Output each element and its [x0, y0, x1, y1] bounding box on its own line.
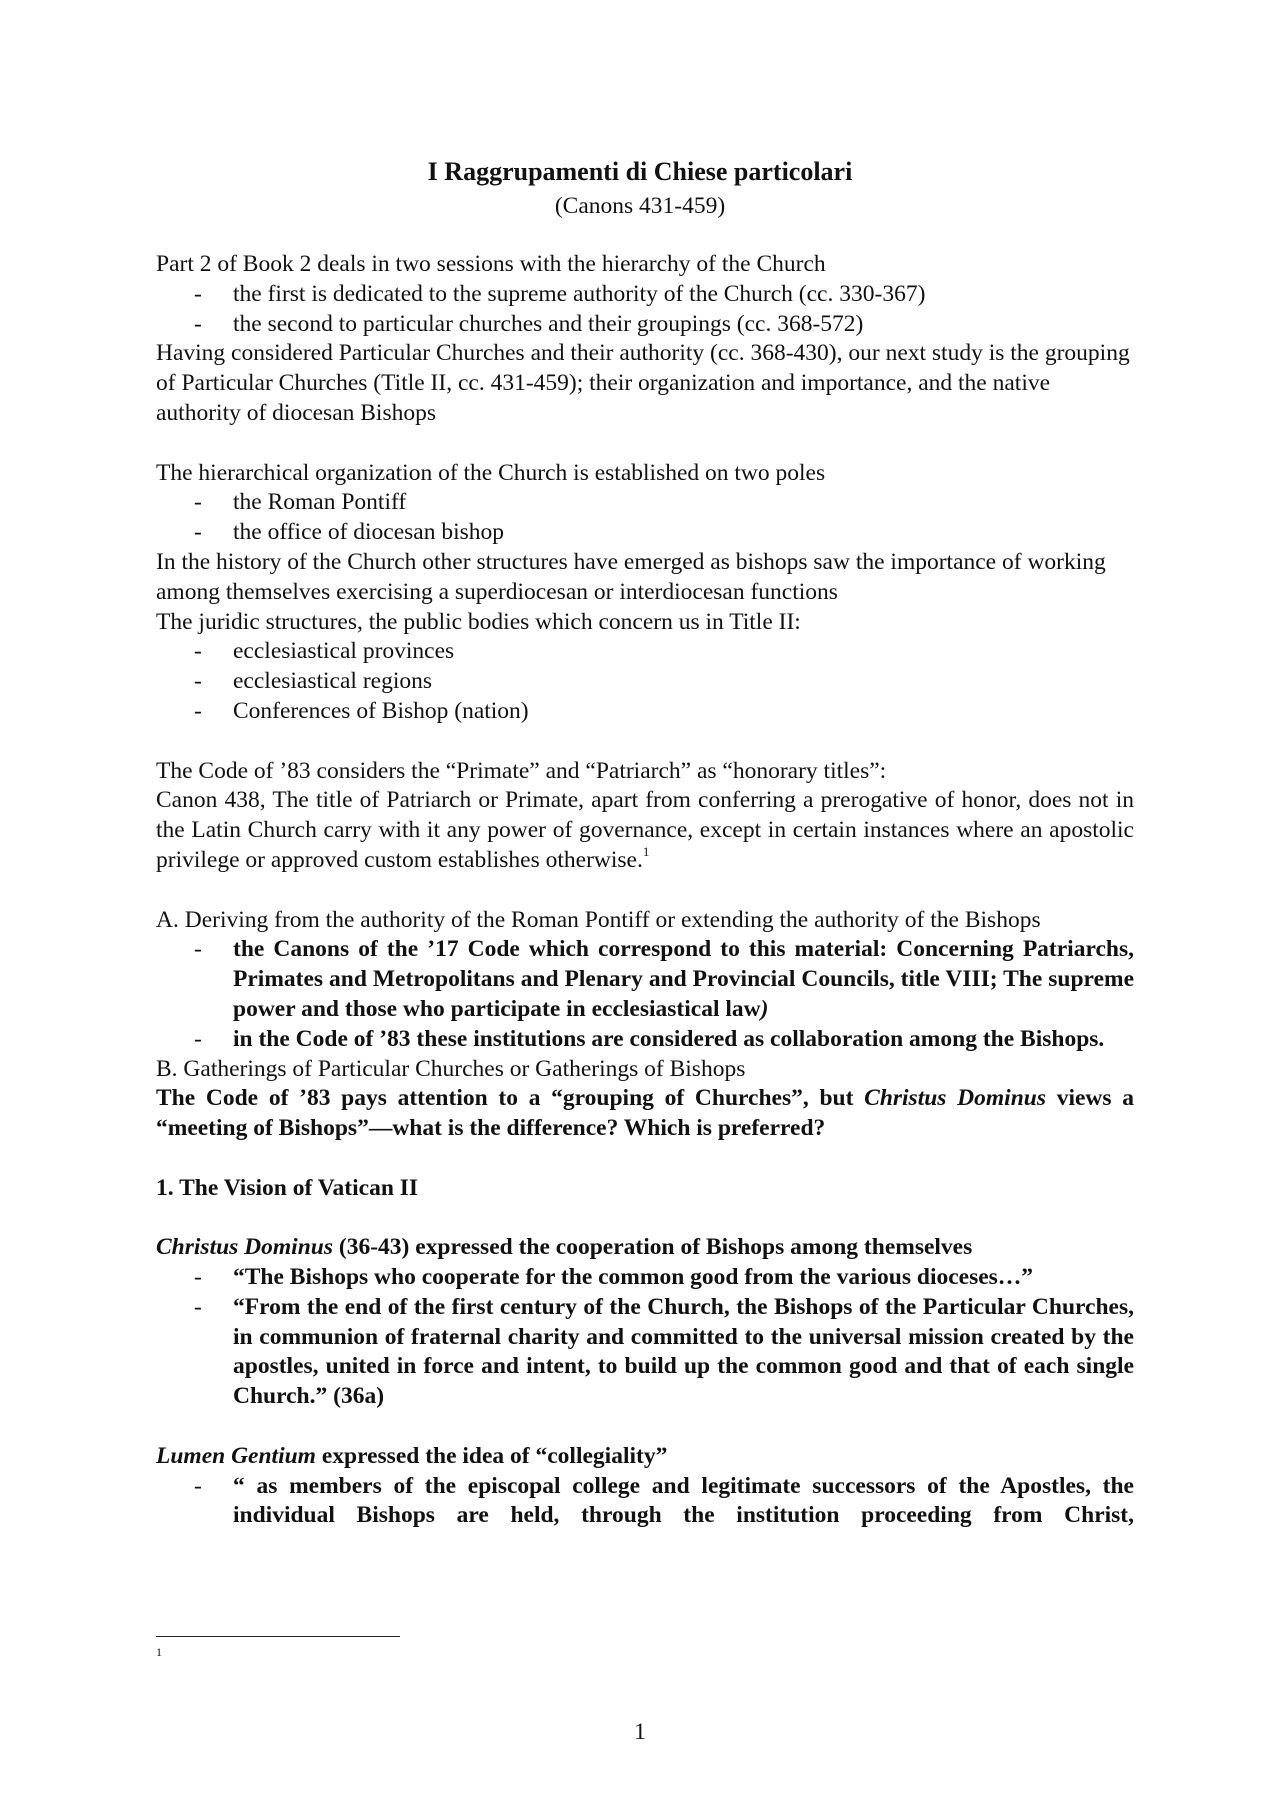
- list-item: - “The Bishops who cooperate for the common good from the various dioceses…”: [194, 1264, 1034, 1291]
- list-item: - the Roman Pontiff: [194, 489, 407, 516]
- footnote-separator: [156, 1636, 400, 1637]
- section-b-lead: B. Gatherings of Particular Churches or Gatherings of Bishops: [156, 1055, 746, 1082]
- hierarchy-lead: The hierarchical organization of the Church is established on two poles: [156, 459, 826, 486]
- list-item: - ecclesiastical regions: [194, 668, 433, 695]
- section-heading: 1. The Vision of Vatican II: [156, 1174, 419, 1201]
- list-item: - the office of diocesan bishop: [194, 519, 505, 546]
- list-item: - ecclesiastical provinces: [194, 638, 455, 665]
- document-title: I Raggrupamenti di Chiese particolari: [427, 157, 853, 186]
- list-item: - the first is dedicated to the supreme authority of the Church (cc. 330-367): [194, 280, 926, 307]
- lumen-gentium-lead: Lumen Gentium expressed the idea of “collegiality”: [156, 1442, 668, 1469]
- list-item: - “ as members of the episcopal college and legitimate successors of the Apostles, the individual Bishops are held, through the institution proceeding from Christ,: [194, 1472, 1134, 1529]
- list-item: - the second to particular churches and their groupings (cc. 368-572): [194, 310, 864, 337]
- intro-lead: Part 2 of Book 2 deals in two sessions with the hierarchy of the Church: [156, 251, 826, 277]
- document-body: [156, 250, 1134, 1531]
- structures-lead: The juridic structures, the public bodies which concern us in Title II:: [156, 608, 801, 635]
- footnote-reference[interactable]: 1: [642, 844, 650, 860]
- section-b-question: The Code of ’83 pays attention to a “grouping of Churches”, but Christus Dominus views a “meeting of Bishops”—what is the difference? Which is preferred?: [156, 1085, 1134, 1142]
- hierarchy-history: In the history of the Church other structures have emerged as bishops saw the importance of working among themselves exercising a superdiocesan or interdiocesan functions: [156, 548, 1106, 605]
- document-subtitle: (Canons 431-459): [554, 193, 726, 219]
- page-number: 1: [634, 1719, 646, 1745]
- list-item: - Conferences of Bishop (nation): [194, 697, 529, 724]
- titles-lead: The Code of ’83 considers the “Primate” and “Patriarch” as “honorary titles”:: [156, 757, 887, 784]
- canon-438: Canon 438, The title of Patriarch or Primate, apart from conferring a prerogative of honor, does not in the Latin Church carry with it any power of governance, except in certain instances where an apostolic privilege or approved custom establishes otherwise.$^1$: [156, 787, 1134, 873]
- list-item: - in the Code of ’83 these institutions are considered as collaboration among the Bishops.: [194, 1025, 1105, 1052]
- section-a-lead: A. Deriving from the authority of the Roman Pontiff or extending the authority of the Bishops: [156, 906, 1041, 933]
- list-item: - “From the end of the first century of the Church, the Bishops of the Particular Churches, in communion of fraternal charity and committed to the universal mission created by the apostles, united in force and intent, to build up the common good and that of each single Church.” (36a): [194, 1293, 1134, 1410]
- intro-paragraph: Having considered Particular Churches and their authority (cc. 368-430), our next study is the grouping of Particular Churches (Title II, cc. 431-459); their organization and importance, and the native authority of diocesan Bishops: [156, 340, 1130, 426]
- christus-dominus-lead: Christus Dominus (36-43) expressed the cooperation of Bishops among themselves: [156, 1234, 973, 1261]
- footnote-number: 1: [156, 1645, 162, 1659]
- list-item: - the Canons of the ’17 Code which correspond to this material: Concerning Patriarchs, Primates and Metropolitans and Plenary and Provincial Councils, title VIII; The supreme power and those who participate in ecclesiastical law): [194, 936, 1134, 1022]
